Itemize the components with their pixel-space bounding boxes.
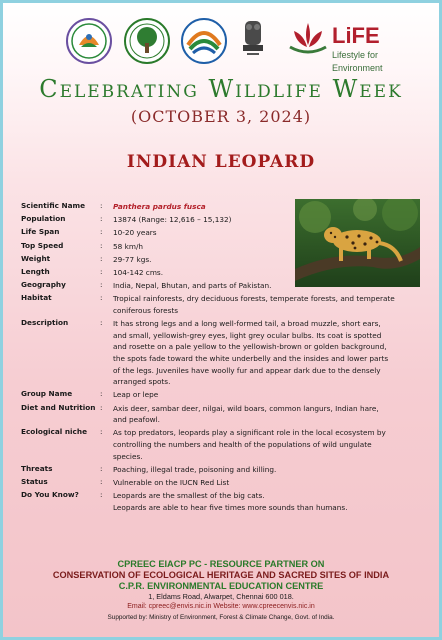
logo-bar <box>3 17 439 75</box>
eiacp-logo <box>65 17 113 65</box>
fact-label: Weight <box>21 253 51 263</box>
fact-label: Habitat <box>21 293 52 303</box>
fact-value-line: Tropical rainforests, dry deciduous forests, temperate forests, and temperate <box>113 294 395 304</box>
fact-value-line: Poaching, illegal trade, poisoning and killing. <box>113 464 277 474</box>
fact-value-line: Axis deer, sambar deer, nilgai, wild boars, common langurs, Indian hare, <box>113 403 379 413</box>
fact-value <box>113 293 395 316</box>
fact-label: Top Speed <box>21 240 64 250</box>
cpreec-emblem-logo <box>180 17 228 65</box>
life-wordmark <box>332 25 383 73</box>
footer-address: 1, Eldams Road, Alwarpet, Chennai 600 018. <box>148 592 294 601</box>
fact-value <box>113 241 143 253</box>
fact-value <box>113 403 379 426</box>
fact-value-line: 29-77 kgs. <box>113 254 152 264</box>
fact-label: Status <box>21 477 48 486</box>
fact-label: Threats <box>21 463 53 473</box>
fact-value-line: 58 km/h <box>113 241 144 251</box>
fact-value <box>113 214 231 226</box>
fact-value <box>113 464 276 476</box>
life-subtitle-1: Lifestyle for <box>332 50 379 60</box>
fact-value-line: It has strong legs and a long well-formed tail, a broad muzzle, short ears, <box>113 319 381 329</box>
fact-colon: : <box>100 490 103 500</box>
page-title: Celebrating Wildlife Week <box>39 75 403 103</box>
fact-value <box>113 477 229 489</box>
fact-colon: : <box>100 267 103 276</box>
fact-label: Group Name <box>21 389 73 399</box>
fact-label: Population <box>21 214 66 224</box>
fact-value <box>113 389 158 401</box>
footer <box>3 559 439 623</box>
national-emblem-logo <box>239 17 267 61</box>
fact-value <box>113 490 348 513</box>
fact-value-line: and small, yellowish-grey eyes, light grey ocular bulbs. Its coat is spotted <box>113 330 382 340</box>
fact-value-line: India, Nepal, Bhutan, and parts of Pakistan. <box>113 281 272 291</box>
fact-value-line: of the legs. Juveniles have woolly fur and appear dark due to the densely <box>113 365 381 375</box>
fact-colon: : <box>100 253 103 263</box>
fact-value-line: Vulnerable on the IUCN Red List <box>113 478 230 487</box>
fact-value <box>113 227 157 239</box>
fact-value-line: 10-20 years <box>113 228 157 238</box>
fact-value-line: Leap or lepe <box>113 390 159 400</box>
fact-label: Description <box>21 318 69 328</box>
cpr-eec-logo <box>123 17 171 65</box>
fact-colon: : <box>100 389 103 399</box>
leopard-photo <box>295 199 420 287</box>
fact-colon: : <box>100 240 103 250</box>
fact-colon: : <box>100 427 103 437</box>
fact-colon: : <box>100 463 103 473</box>
fact-value-line: As top predators, leopards play a significant role in the local ecosystem by <box>113 428 386 438</box>
fact-colon: : <box>100 280 103 290</box>
fact-label: Do You Know? <box>21 490 79 500</box>
event-date: (OCTOBER 3, 2024) <box>130 107 312 126</box>
footer-conservation-line: CONSERVATION OF ECOLOGICAL HERITAGE AND SACRED SITES OF INDIA <box>52 570 390 580</box>
fact-value-line: coniferous forests <box>113 305 179 315</box>
life-title: LiFE <box>332 23 380 48</box>
fact-colon: : <box>100 402 103 412</box>
fact-label: Ecological niche <box>21 427 88 437</box>
fact-value-line: Panthera pardus fusca <box>113 202 206 211</box>
footer-partner-line: CPREEC EIACP PC - RESOURCE PARTNER ON <box>117 559 325 569</box>
footer-support: Supported by: Ministry of Environment, Forest & Climate Change, Govt. of India. <box>107 614 335 621</box>
fact-value-line: arranged spots. <box>113 377 171 387</box>
fact-label: Scientific Name <box>21 201 86 210</box>
fact-value-line: the spots fade toward the white underbelly and the insides and lower parts <box>113 353 389 363</box>
life-lotus-logo <box>286 17 330 57</box>
fact-colon: : <box>100 318 103 328</box>
fact-label: Diet and Nutrition <box>21 402 96 412</box>
fact-value <box>113 254 152 266</box>
fact-value-line: Leopards are the smallest of the big cats. <box>113 491 265 501</box>
fact-label: Life Span <box>21 227 60 237</box>
fact-colon: : <box>100 227 103 237</box>
fact-value <box>113 318 388 388</box>
species-heading: INDIAN LEOPARD <box>126 152 316 172</box>
fact-label: Geography <box>21 280 66 290</box>
fact-colon: : <box>100 477 103 486</box>
fact-value-line: controlling the numbers and health of the populations of wild ungulate <box>113 439 372 449</box>
fact-label: Length <box>21 267 50 276</box>
fact-value <box>113 267 163 279</box>
fact-value-line: 13874 (Range: 12,616 – 15,132) <box>113 215 232 225</box>
fact-value-line: and rosette on a pale yellow to the yellowish-brown or golden background, <box>113 342 387 352</box>
footer-centre-name: C.P.R. ENVIRONMENTAL EDUCATION CENTRE <box>118 581 324 591</box>
fact-value <box>113 201 206 213</box>
life-subtitle-2: Environment <box>332 63 383 73</box>
fact-value-line: 104-142 cms. <box>113 268 164 277</box>
fact-value-line: Leopards are able to hear five times more sounds than humans. <box>113 502 348 512</box>
fact-colon: : <box>100 214 103 224</box>
fact-value <box>113 427 386 462</box>
fact-value-line: species. <box>113 451 143 461</box>
fact-value <box>113 280 271 292</box>
fact-colon: : <box>100 201 103 210</box>
fact-colon: : <box>100 293 103 303</box>
fact-value-line: and peafowl. <box>113 415 160 425</box>
footer-contact: Email: cpreec@envis.nic.in Website: www.cpreecenvis.nic.in <box>127 603 315 610</box>
